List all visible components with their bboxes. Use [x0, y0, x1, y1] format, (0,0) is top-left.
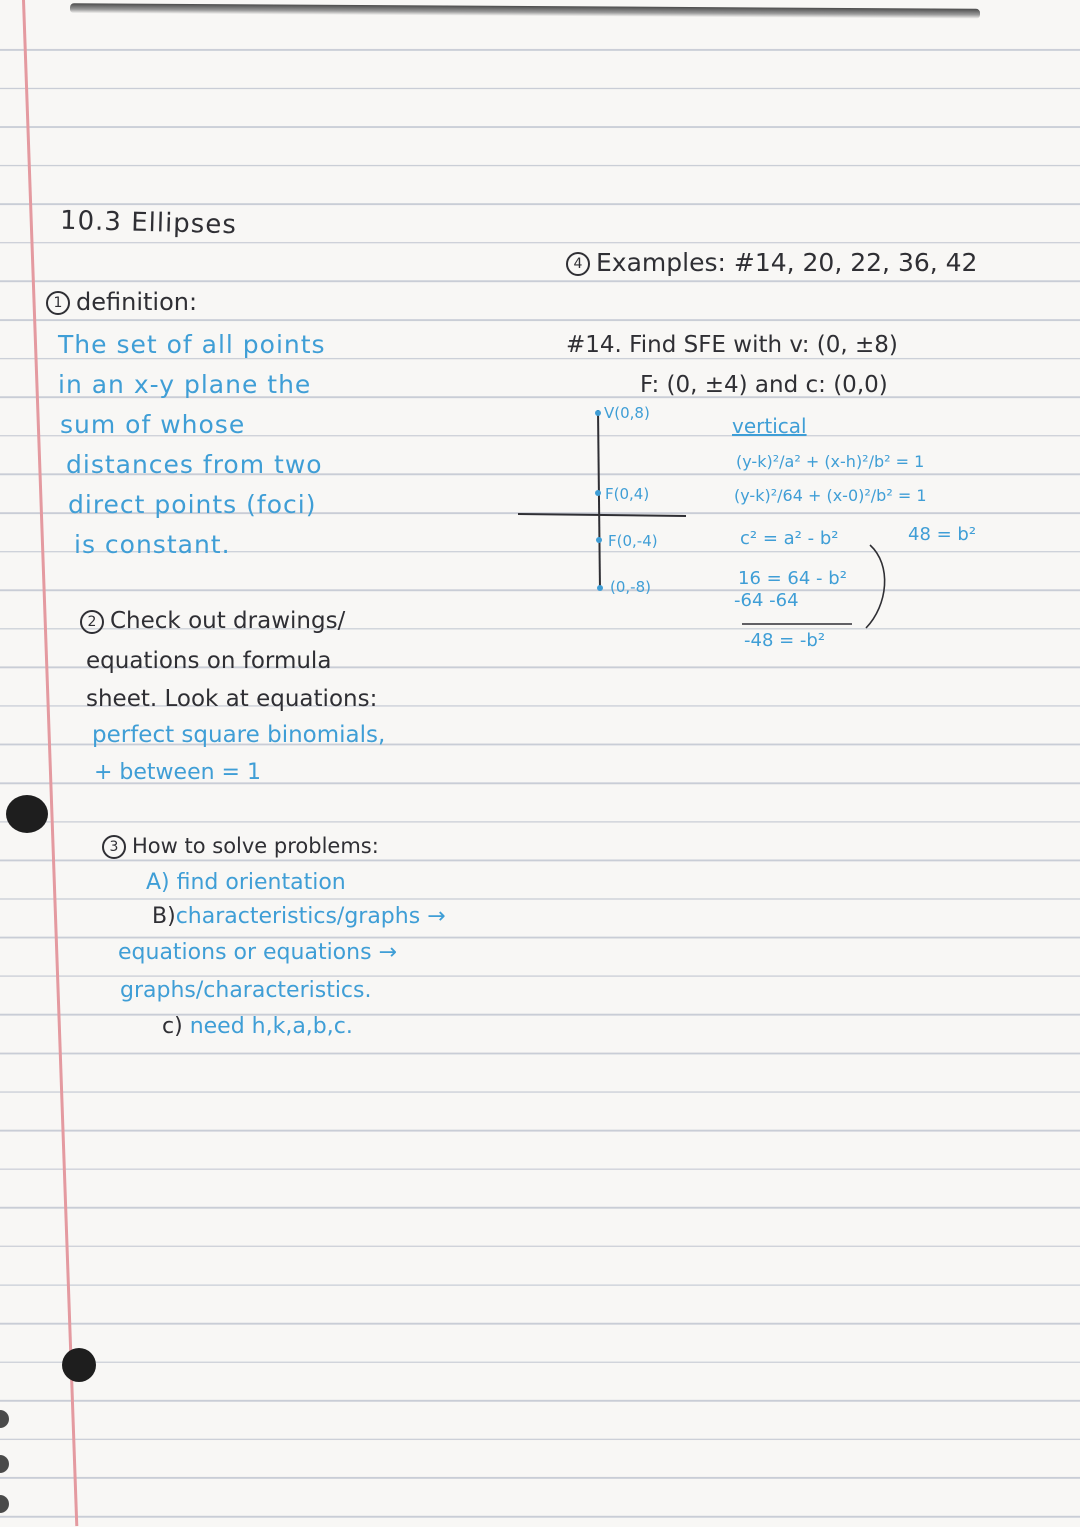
focus-top-point	[595, 490, 601, 496]
label-focus-bottom: F(0,-4)	[608, 532, 658, 550]
label-vertex-top: V(0,8)	[604, 404, 650, 422]
section-number-3: 3	[102, 835, 126, 859]
definition-line-6: is constant.	[74, 530, 231, 559]
definition-line-5: direct points (foci)	[68, 490, 317, 519]
work-equation-4: 16 = 64 - b²	[738, 568, 847, 589]
definition-label: definition:	[76, 288, 198, 316]
definition-line-4: distances from two	[66, 450, 323, 479]
solve-step-a: A) find orientation	[146, 870, 346, 895]
work-equation-3: c² = a² - b²	[740, 528, 839, 549]
solve-step-c-label: c)	[162, 1014, 183, 1039]
label-vertex-bottom: (0,-8)	[610, 578, 651, 596]
work-orientation: vertical	[732, 414, 807, 438]
vertex-bottom-point	[597, 585, 603, 591]
page-title: 10.3 Ellipses	[59, 205, 238, 241]
work-equation-6: -48 = -b²	[744, 630, 826, 651]
problem-number: #14.	[566, 332, 622, 358]
work-bracket	[866, 545, 885, 628]
solve-step-b-line-3: graphs/characteristics.	[120, 978, 372, 1003]
focus-bottom-point	[596, 537, 602, 543]
y-axis-line	[598, 410, 600, 590]
drawings-text-1: Check out drawings/	[110, 608, 346, 634]
solve-step-b-text: characteristics/graphs →	[175, 904, 446, 929]
vertex-top-point	[595, 410, 601, 416]
drawings-line-2: equations on formula	[86, 648, 332, 674]
drawings-line-4: perfect square binomials,	[92, 722, 386, 748]
solve-label: How to solve problems:	[132, 834, 379, 858]
examples-list: #14, 20, 22, 36, 42	[733, 248, 978, 277]
examples-label: Examples:	[596, 248, 726, 277]
definition-line-2: in an x-y plane the	[58, 370, 312, 399]
work-equation-3-result: 48 = b²	[908, 524, 977, 545]
problem-line-2: F: (0, ±4) and c: (0,0)	[640, 372, 888, 398]
solve-step-b-label: B)	[152, 904, 176, 929]
drawings-line-5: + between = 1	[94, 760, 261, 785]
work-equation-1: (y-k)²/a² + (x-h)²/b² = 1	[736, 452, 925, 471]
section-number-2: 2	[80, 610, 104, 634]
definition-line-1: The set of all points	[58, 330, 326, 359]
label-focus-top: F(0,4)	[605, 485, 650, 503]
section-number-1: 1	[46, 291, 70, 315]
x-axis-line	[518, 514, 686, 516]
work-equation-2: (y-k)²/64 + (x-0)²/b² = 1	[734, 486, 927, 505]
problem-text-1: Find SFE with v: (0, ±8)	[629, 332, 898, 358]
solve-step-b-line-2: equations or equations →	[118, 940, 397, 965]
drawings-line-3: sheet. Look at equations:	[86, 686, 378, 712]
work-equation-5: -64 -64	[734, 590, 799, 611]
definition-line-3: sum of whose	[60, 410, 246, 439]
section-number-4: 4	[566, 252, 590, 276]
solve-step-c-text: need h,k,a,b,c.	[189, 1014, 353, 1039]
